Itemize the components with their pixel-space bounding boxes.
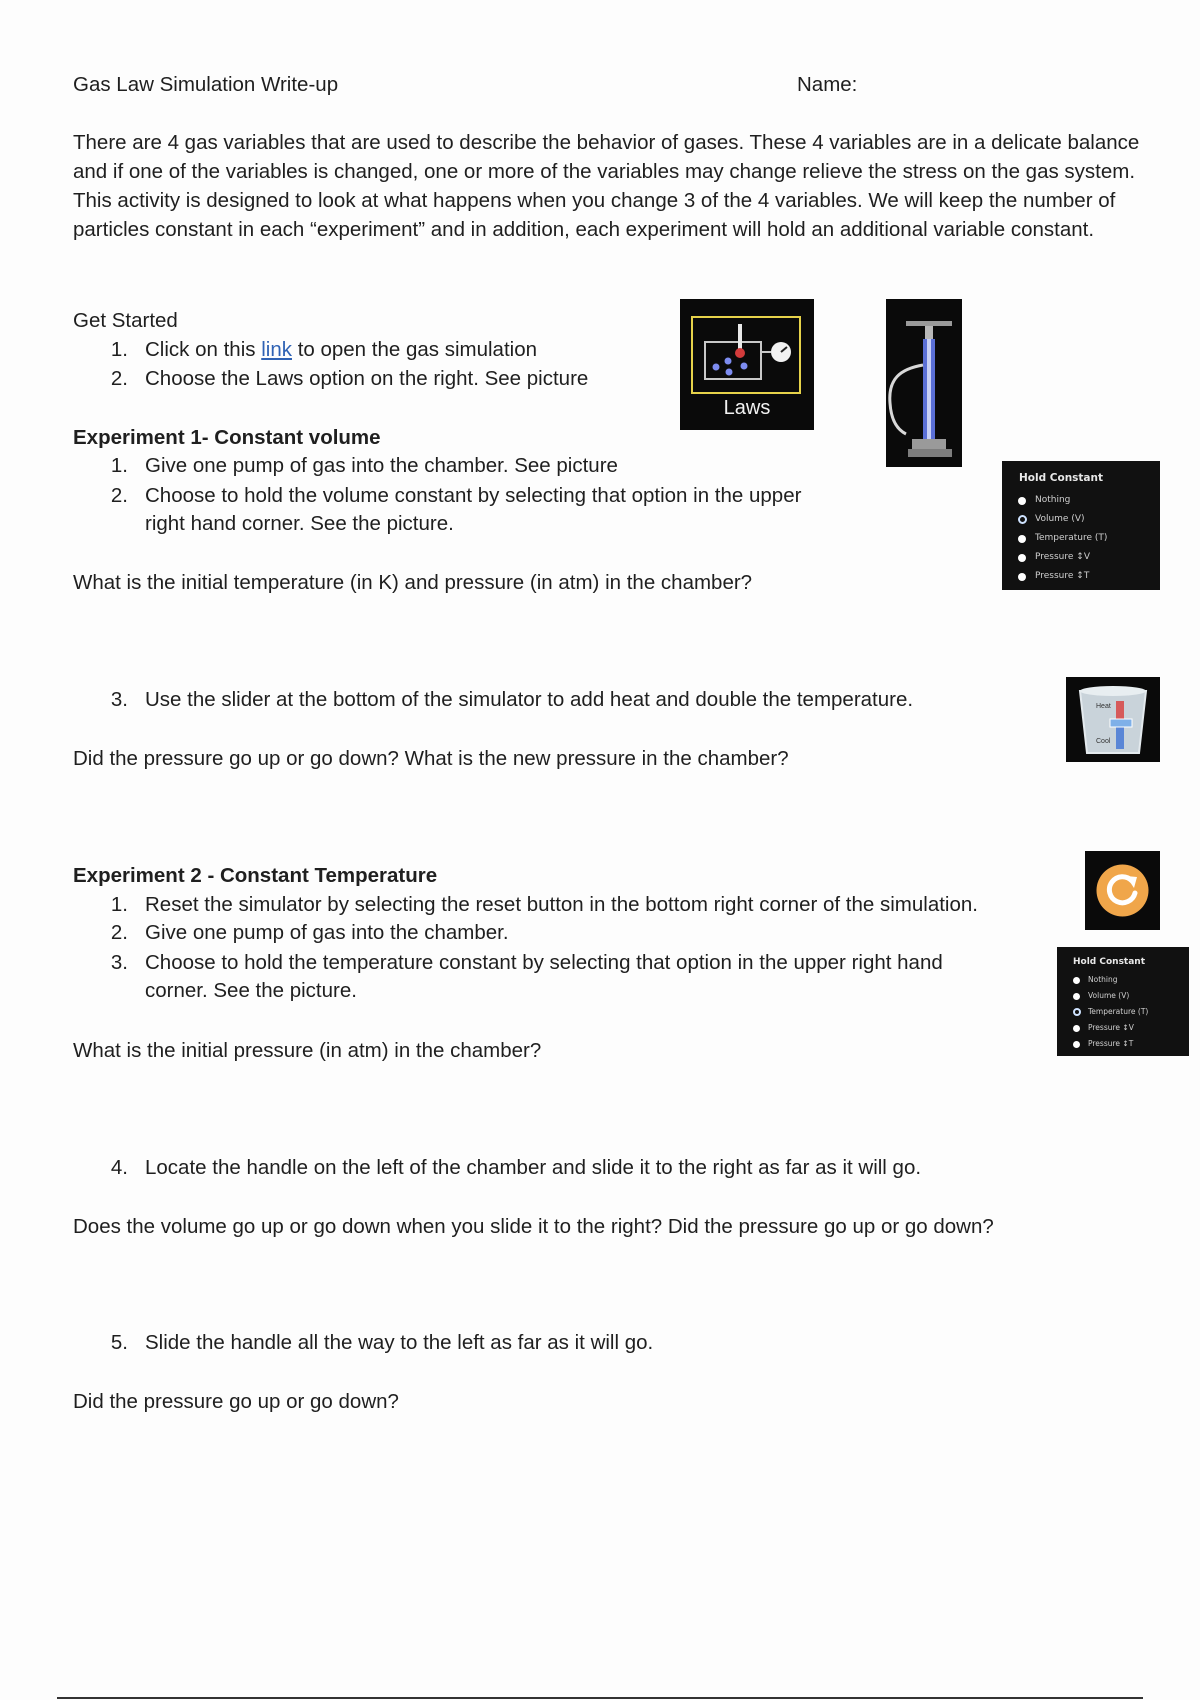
option-label: Temperature (T) <box>1035 532 1108 543</box>
hold-constant-panel-temperature <box>1057 947 1189 1056</box>
get-started-heading: Get Started <box>73 309 178 332</box>
laws-label: Laws <box>723 397 771 419</box>
doc-title: Gas Law Simulation Write-up <box>73 73 339 96</box>
question-pressure-change: Did the pressure go up or go down? <box>73 1390 399 1413</box>
hold-constant-panel-volume <box>1002 461 1160 590</box>
option-pressure-t[interactable] <box>1073 1036 1148 1052</box>
list-number: 3. <box>110 951 128 974</box>
option-label: Pressure ↕V <box>1088 1022 1134 1032</box>
experiment1-heading: Experiment 1- Constant volume <box>73 426 381 449</box>
radio-icon <box>1018 573 1026 581</box>
radio-icon <box>1073 1041 1080 1048</box>
heat-label: Heat <box>1096 703 1111 710</box>
list-item-hold-volume: Choose to hold the volume constant by selecting that option in the upper <box>145 484 802 507</box>
option-label: Temperature (T) <box>1088 1006 1149 1016</box>
option-pressure-v[interactable] <box>1018 548 1107 567</box>
intro-paragraph: There are 4 gas variables that are used to describe the behavior of gases. These 4 variables are in a delicate balance and if one of the variables is changed, one or more of the variables may change relieve the stress on the gas system. This activity is designed to look at what happens when you change 3 of the 4 variables. We will keep the number of particles constant in each “experiment” and in addition, each experiment will hold an additional variable constant. <box>73 131 1140 241</box>
step-text: to open the gas simulation <box>297 338 538 361</box>
cool-label: Cool <box>1096 738 1111 745</box>
option-pressure-t[interactable] <box>1018 567 1107 586</box>
hold-constant-options <box>1073 972 1148 1052</box>
option-label: Volume (V) <box>1088 990 1130 1000</box>
list-number: 4. <box>110 1156 128 1179</box>
list-item-reset: Reset the simulator by selecting the reset button in the bottom right corner of the simulation. <box>145 893 978 916</box>
list-number: 1. <box>110 454 128 477</box>
chamber-thermometer-icon <box>702 321 792 391</box>
option-pressure-v[interactable] <box>1073 1020 1148 1036</box>
radio-selected-icon <box>1018 515 1027 524</box>
question-new-pressure: Did the pressure go up or go down? What is the new pressure in the chamber? <box>73 747 789 770</box>
experiment2-heading: Experiment 2 - Constant Temperature <box>73 864 438 887</box>
list-item-hold-temperature: Choose to hold the temperature constant by selecting that option in the upper right hand <box>145 951 943 974</box>
option-label: Nothing <box>1035 494 1071 505</box>
list-item-slide-right: Locate the handle on the left of the chamber and slide it to the right as far as it will go. <box>145 1156 922 1179</box>
question-initial-pressure: What is the initial pressure (in atm) in the chamber? <box>73 1039 542 1062</box>
reset-icon <box>1085 851 1160 930</box>
radio-selected-icon <box>1073 1008 1081 1016</box>
pump-image <box>886 299 962 467</box>
simulation-link[interactable]: link <box>261 338 292 361</box>
radio-icon <box>1073 1025 1080 1032</box>
step-text: Click on this <box>145 338 256 361</box>
name-label: Name: <box>797 73 858 96</box>
radio-icon <box>1018 554 1026 562</box>
list-number: 2. <box>110 367 128 390</box>
list-item-hold-temperature-cont: corner. See the picture. <box>145 979 357 1002</box>
option-label: Pressure ↕V <box>1035 551 1090 562</box>
list-item-pump: Give one pump of gas into the chamber. See picture <box>145 454 618 477</box>
hold-constant-options <box>1018 491 1107 586</box>
option-temperature[interactable] <box>1073 1004 1148 1020</box>
radio-icon <box>1018 497 1026 505</box>
option-label: Pressure ↕T <box>1088 1038 1134 1048</box>
list-number: 1. <box>110 338 128 361</box>
radio-icon <box>1018 535 1026 543</box>
page-bottom-rule <box>57 1697 1143 1699</box>
option-label: Volume (V) <box>1035 513 1085 524</box>
option-label: Pressure ↕T <box>1035 570 1090 581</box>
list-number: 2. <box>110 921 128 944</box>
list-item-open-link <box>145 335 537 365</box>
heater-bucket-icon <box>1066 677 1160 762</box>
heat-cool-slider-image <box>1066 677 1160 762</box>
radio-icon <box>1073 977 1080 984</box>
option-volume[interactable] <box>1018 510 1107 529</box>
list-number: 5. <box>110 1331 128 1354</box>
option-label: Nothing <box>1088 974 1118 984</box>
list-item-choose-laws: Choose the Laws option on the right. See picture <box>145 367 589 390</box>
pump-icon <box>886 299 962 467</box>
hold-constant-title: Hold Constant <box>1019 472 1104 484</box>
list-number: 3. <box>110 688 128 711</box>
option-volume[interactable] <box>1073 988 1148 1004</box>
option-nothing[interactable] <box>1073 972 1148 988</box>
laws-option-image <box>680 299 814 430</box>
radio-icon <box>1073 993 1080 1000</box>
reset-button-image <box>1085 851 1160 930</box>
list-item-heat-slider: Use the slider at the bottom of the simulator to add heat and double the temperature. <box>145 688 914 711</box>
list-item-hold-volume-cont: right hand corner. See the picture. <box>145 512 454 535</box>
list-item-slide-left: Slide the handle all the way to the left as far as it will go. <box>145 1331 654 1354</box>
question-volume-pressure: Does the volume go up or go down when you slide it to the right? Did the pressure go up or go down? <box>73 1215 994 1238</box>
list-number: 1. <box>110 893 128 916</box>
list-number: 2. <box>110 484 128 507</box>
option-temperature[interactable] <box>1018 529 1107 548</box>
hold-constant-title: Hold Constant <box>1073 957 1146 967</box>
question-initial-temp-pressure: What is the initial temperature (in K) and pressure (in atm) in the chamber? <box>73 571 753 594</box>
option-nothing[interactable] <box>1018 491 1107 510</box>
list-item-pump: Give one pump of gas into the chamber. <box>145 921 509 944</box>
